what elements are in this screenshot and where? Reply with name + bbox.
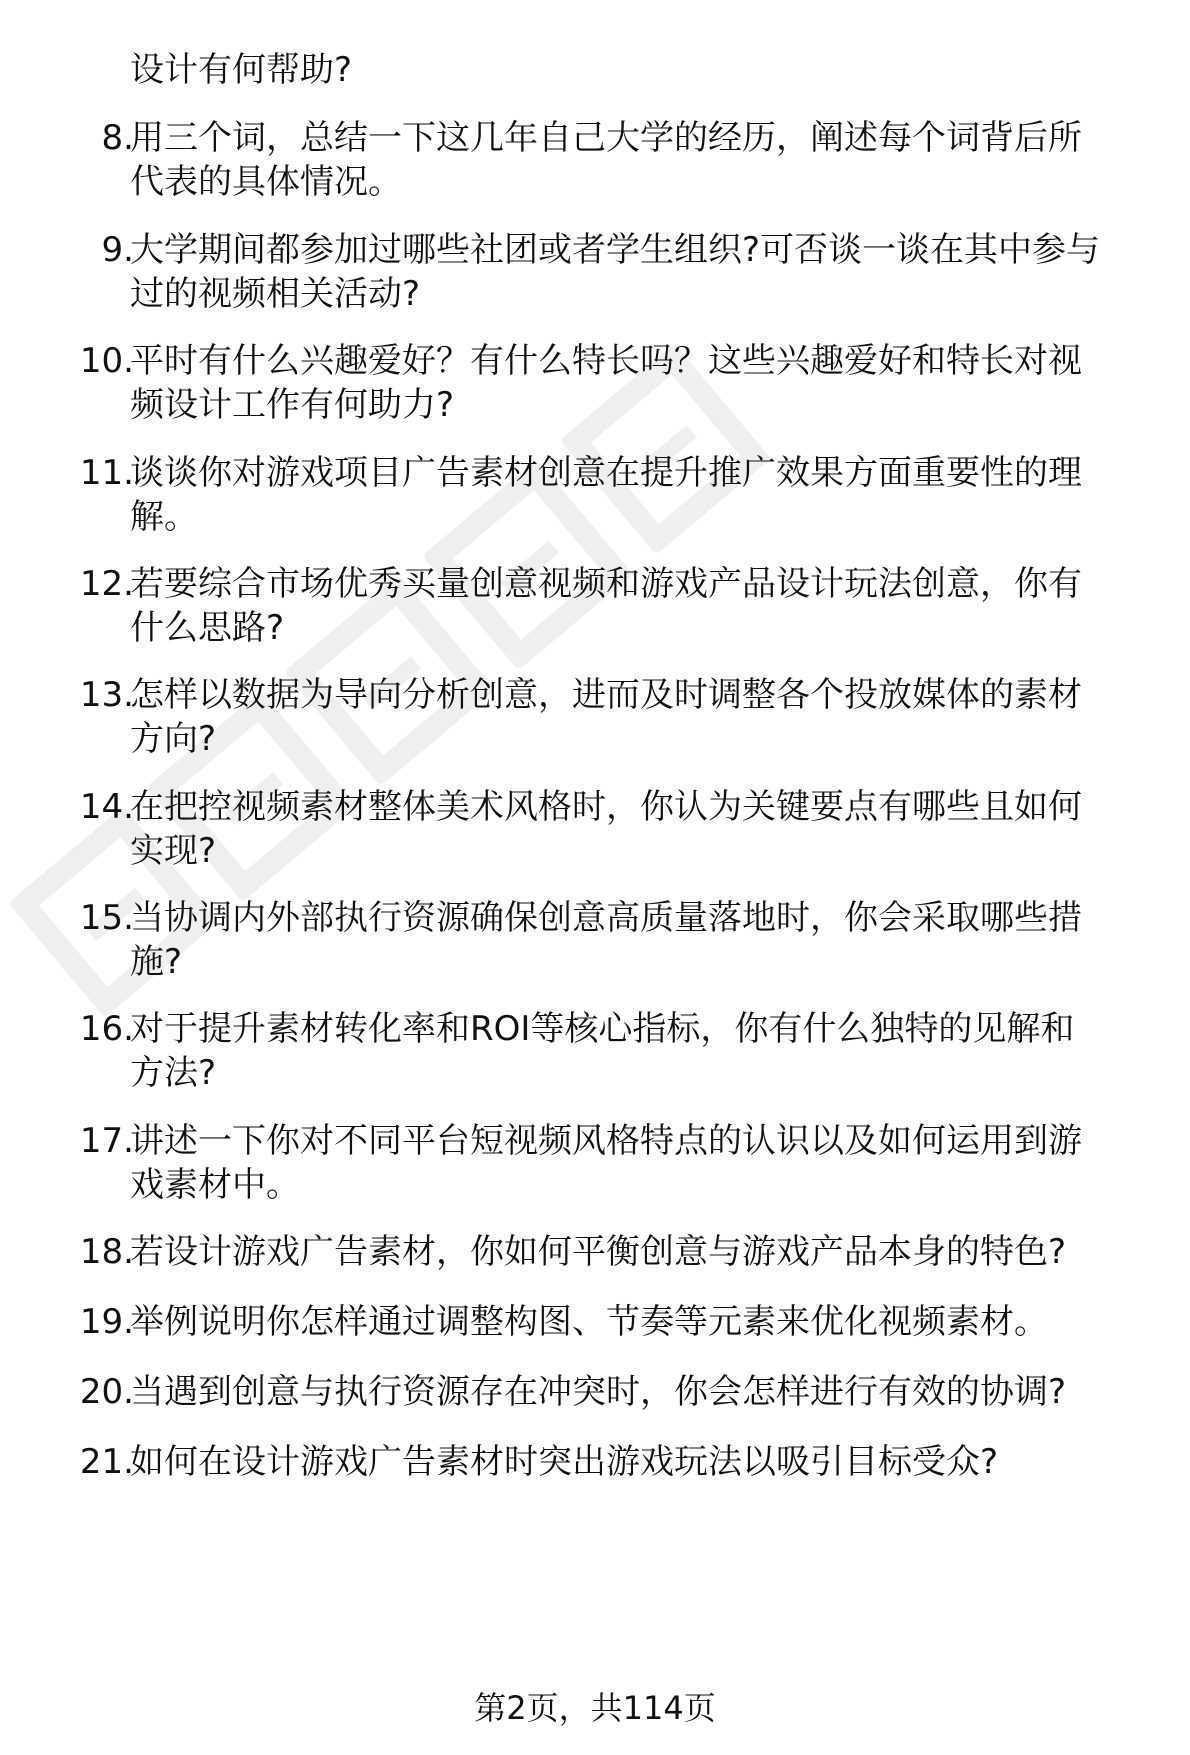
question-number: 15. [79, 898, 134, 938]
question-number: 20. [79, 1372, 134, 1412]
question-number: 8. [101, 118, 134, 158]
question-text: 若要综合市场优秀买量创意视频和游戏产品设计玩法创意，你有 什么思路? [130, 564, 1082, 648]
question-text: 对于提升素材转化率和ROI等核心指标，你有什么独特的见解和 方法? [130, 1009, 1075, 1093]
question-text: 当协调内外部执行资源确保创意高质量落地时，你会采取哪些措 施? [130, 898, 1082, 982]
question-number: 18. [79, 1232, 134, 1272]
question-number: 9. [101, 230, 134, 270]
question-number: 21. [79, 1442, 134, 1482]
question-text: 用三个词，总结一下这几年自己大学的经历，阐述每个词背后所 代表的具体情况。 [130, 118, 1082, 202]
question-text: 讲述一下你对不同平台短视频风格特点的认识以及如何运用到游 戏素材中。 [130, 1121, 1082, 1205]
question-text: 怎样以数据为导向分析创意，进而及时调整各个投放媒体的素材 方向? [130, 675, 1082, 759]
page-footer: 第2页，共114页 [474, 1689, 716, 1727]
question-text: 如何在设计游戏广告素材时突出游戏玩法以吸引目标受众? [130, 1442, 999, 1482]
question-number: 19. [79, 1302, 134, 1342]
question-text: 平时有什么兴趣爱好？有什么特长吗？这些兴趣爱好和特长对视 频设计工作有何助力? [130, 341, 1082, 425]
question-text: 谈谈你对游戏项目广告素材创意在提升推广效果方面重要性的理 解。 [130, 453, 1082, 537]
question-text: 在把控视频素材整体美术风格时，你认为关键要点有哪些且如何 实现? [130, 787, 1082, 871]
question-number: 11. [79, 453, 134, 493]
question-number: 12. [79, 564, 134, 604]
question-number: 17. [79, 1121, 134, 1161]
question-number: 13. [79, 675, 134, 715]
question-text: 举例说明你怎样通过调整构图、节奏等元素来优化视频素材。 [130, 1302, 1048, 1342]
question-text: 当遇到创意与执行资源存在冲突时，你会怎样进行有效的协调? [130, 1372, 1067, 1412]
continued-question-text: 设计有何帮助? [130, 50, 353, 90]
question-text: 大学期间都参加过哪些社团或者学生组织?可否谈一谈在其中参与 过的视频相关活动? [130, 230, 1101, 314]
question-number: 10. [79, 341, 134, 381]
question-number: 14. [79, 787, 134, 827]
question-number: 16. [79, 1009, 134, 1049]
question-text: 若设计游戏广告素材，你如何平衡创意与游戏产品本身的特色? [130, 1232, 1067, 1272]
